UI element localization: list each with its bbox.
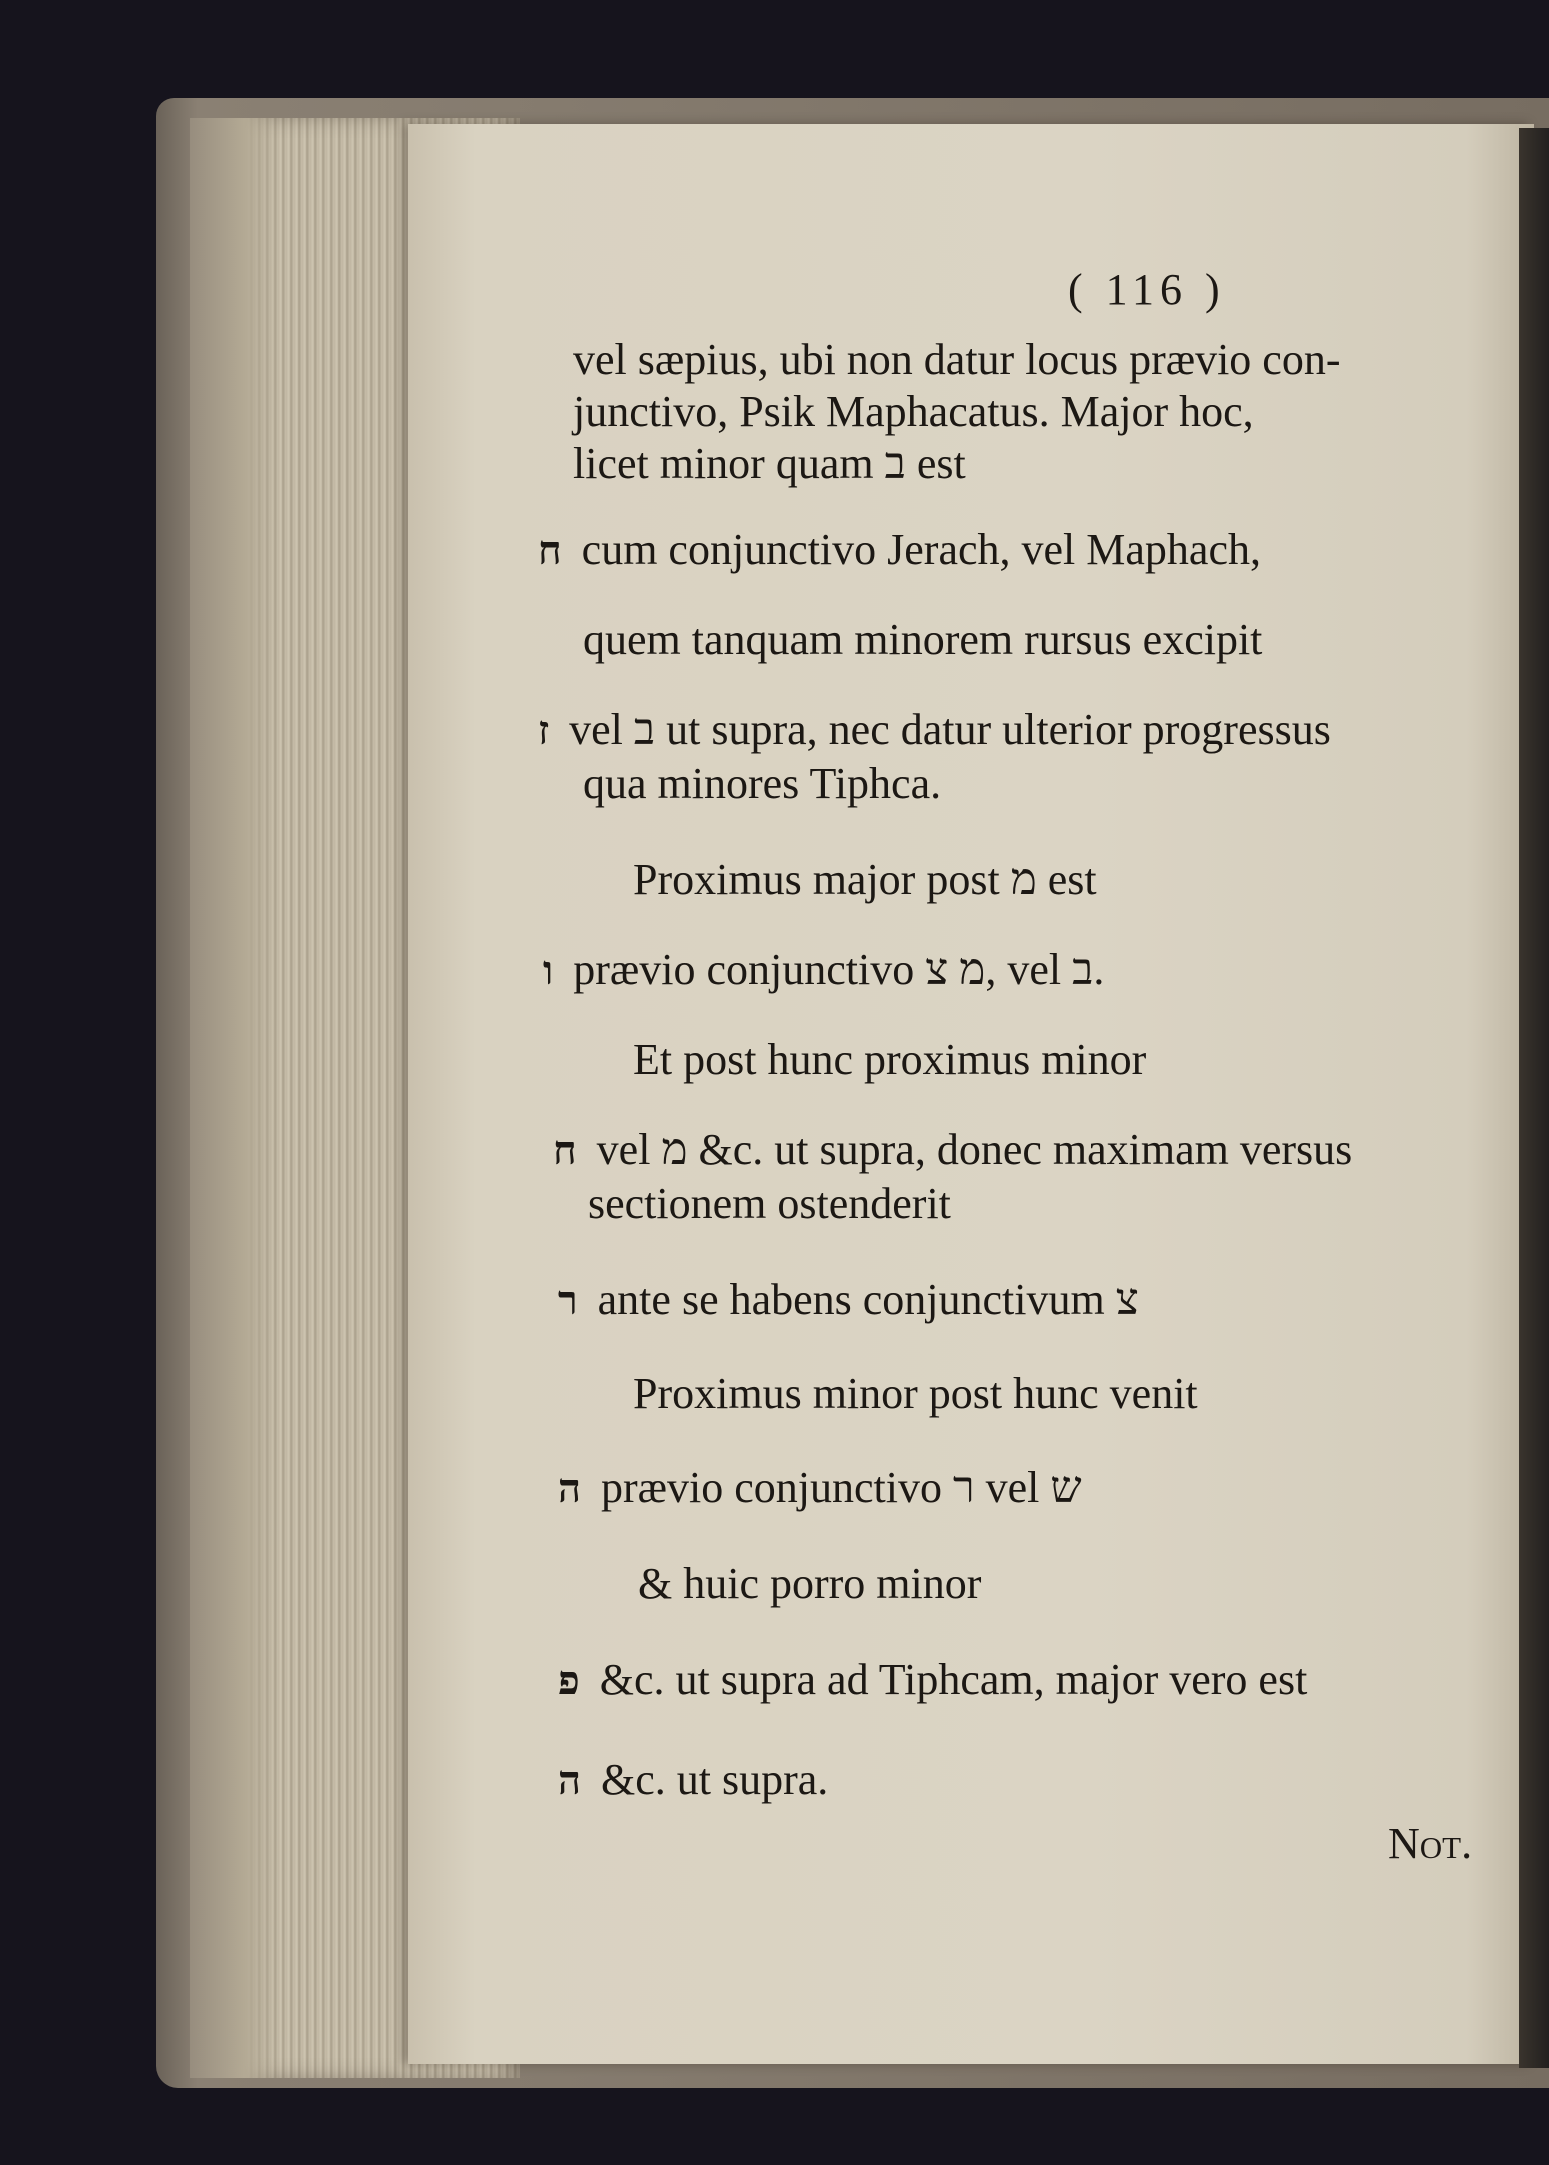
text-line: qua minores Tiphca.	[583, 759, 942, 808]
text-line: ח cum conjunctivo Jerach, vel Maphach,	[538, 524, 1261, 577]
page-number: ( 116 )	[1068, 265, 1226, 314]
text-line: & huic porro minor	[638, 1559, 982, 1608]
text-line: quem tanquam minorem rursus excipit	[583, 615, 1263, 664]
text-line: ו prævio conjunctivo מ צ, vel ב.	[543, 944, 1104, 997]
hebrew-accent: ח	[538, 527, 562, 574]
book-spine-edge	[1519, 128, 1549, 2068]
book	[150, 88, 1549, 2088]
text-line: ר ante se habens conjunctivum צ	[558, 1274, 1139, 1327]
text-line: junctivo, Psik Maphacatus. Major hoc,	[573, 387, 1254, 436]
hebrew-accent: ר	[558, 1277, 578, 1324]
text-line: Et post hunc proximus minor	[633, 1035, 1147, 1084]
hebrew-accent: ה	[558, 1757, 582, 1804]
text-line: ה prævio conjunctivo ר vel ש	[558, 1462, 1082, 1515]
text-line: vel sæpius, ubi non datur locus prævio con-	[573, 335, 1341, 384]
hebrew-accent: פ	[558, 1657, 580, 1704]
catchword: Not.	[1388, 1819, 1473, 1868]
page	[408, 124, 1534, 2064]
text-line: Proximus major post מ est	[633, 855, 1097, 904]
hebrew-accent: ח	[553, 1127, 577, 1174]
page-text	[408, 124, 1534, 2064]
text-line: sectionem ostenderit	[588, 1179, 951, 1228]
text-line: ח vel מ &c. ut supra, donec maximam versus	[553, 1124, 1352, 1177]
text-line: פ &c. ut supra ad Tiphcam, major vero est	[558, 1654, 1307, 1707]
hebrew-accent: ו	[543, 947, 554, 994]
text-line: ז vel ב ut supra, nec datur ulterior progressus	[538, 704, 1331, 757]
hebrew-accent: ה	[558, 1465, 582, 1512]
text-line: ה &c. ut supra.	[558, 1754, 828, 1807]
text-line: Proximus minor post hunc venit	[633, 1369, 1198, 1418]
text-line: licet minor quam ב est	[573, 439, 966, 488]
hebrew-accent: ז	[538, 707, 550, 754]
